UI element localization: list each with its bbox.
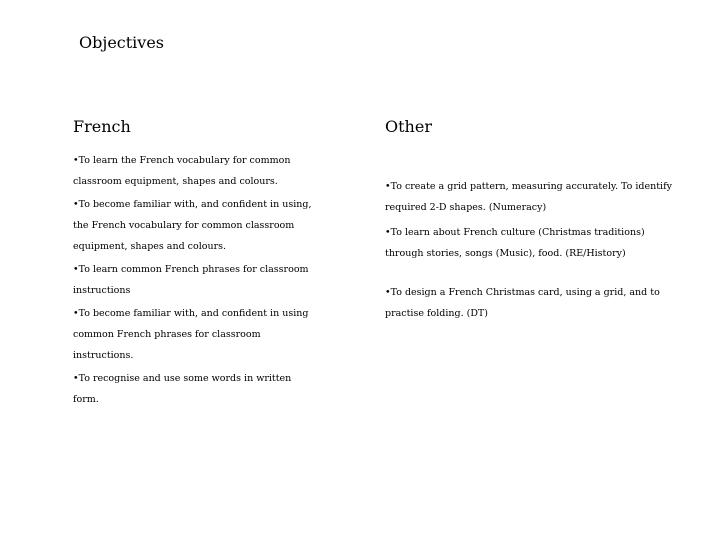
french-objective-item: •To become familiar with, and confident in using, the French vocabulary for common classroom equipment, shapes and colours. [73,199,312,252]
french-objectives-list [73,150,313,410]
other-objective-item: •To design a French Christmas card, using a grid, and to practise folding. (DT) [385,287,660,319]
french-objective-item: •To become familiar with, and confident in using common French phrases for classroom instructions. [73,308,309,361]
other-objective-item: •To learn about French culture (Christmas traditions) through stories, songs (Music), food. (RE/History) [385,227,645,259]
other-objective-item: •To create a grid pattern, measuring accurately. To identify required 2-D shapes. (Numeracy) [385,181,672,213]
other-heading: Other [385,117,432,136]
french-objective-item: •To recognise and use some words in written form. [73,373,292,405]
french-heading: French [73,117,131,136]
page-title: Objectives [79,33,165,52]
french-objective-item: •To learn common French phrases for classroom instructions [73,264,309,296]
french-objective-item: •To learn the French vocabulary for common classroom equipment, shapes and colours. [73,155,291,187]
other-objectives-list [385,176,685,324]
